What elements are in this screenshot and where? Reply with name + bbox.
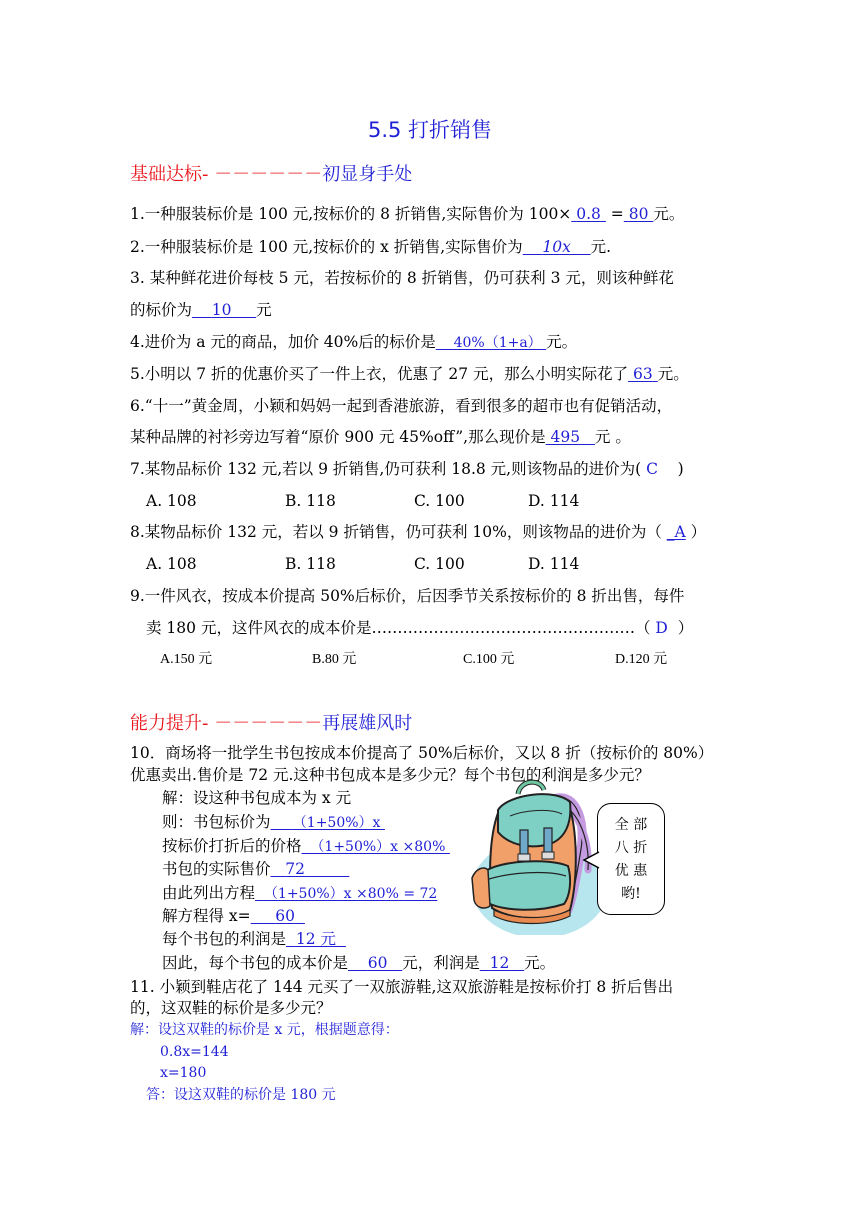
question-7-option-c: C. 100 [414, 492, 465, 510]
speech-bubble-tail [582, 850, 600, 872]
question-6-answer: 495 [550, 428, 581, 446]
question-10-line-2: 优惠卖出.售价是 72 元.这种书包成本是多少元？每个书包的利润是多少元？ [130, 766, 650, 784]
solution-10-step-6: 解方程得 x= 60 [162, 906, 305, 926]
question-8-option-d: D. 114 [528, 555, 580, 573]
page-title: 5.5 打折销售 [367, 118, 493, 142]
question-5: 5.小明以 7 折的优惠价买了一件上衣，优惠了 27 元，那么小明实际花了 63 元。 [130, 365, 689, 383]
question-8-option-b: B. 118 [285, 555, 336, 573]
question-9-option-b: B.80 元 [312, 652, 357, 667]
question-11-line-1: 11. 小颖到鞋店花了 144 元买了一双旅游鞋,这双旅游鞋是按标价打 8 折后售出 [130, 978, 674, 996]
section-advanced-tail: 再展雄风时 [322, 713, 413, 734]
solution-10-answer-2: （1+50%）x [292, 815, 381, 831]
solution-10-step-7: 每个书包的利润是 12 元 [162, 929, 346, 949]
section-basic [130, 160, 412, 186]
question-8: 8.某物品标价 132 元，若以 9 折销售，仍可获利 10%，则该物品的进价为（ _A ） [130, 523, 707, 541]
solution-10-answer-8b: 12 [489, 954, 510, 972]
question-2-text: 2.一种服装标价是 100 元,按标价的 x 折销售,实际售价为 [130, 238, 523, 256]
section-basic-label: 基础达标- －－－－－－ [130, 164, 323, 185]
question-2-answer: 10x [542, 238, 571, 256]
question-3-line-1: 3. 某种鲜花进价每枝 5 元，若按标价的 8 折销售，仍可获利 3 元，则该种鲜花 [130, 269, 674, 287]
question-4-answer: 40%（1+a） [453, 335, 542, 351]
question-1: 1.一种服装标价是 100 元,按标价的 8 折销售,实际售价为 100× 0.8 = 80 元。 [130, 205, 685, 223]
bubble-line-2: 八 折 [614, 840, 648, 856]
question-7-option-a: A. 108 [146, 492, 197, 510]
solution-10-step-1: 解：设这种书包成本为 x 元 [162, 789, 352, 807]
solution-10-step-8: 因此，每个书包的成本价是 60 元，利润是 12 元。 [162, 954, 556, 972]
question-1-text: 1.一种服装标价是 100 元,按标价的 8 折销售,实际售价为 100× [130, 205, 572, 223]
solution-11-line-4: 答：设这双鞋的标价是 180 元 [146, 1087, 336, 1103]
solution-10-step-2: 则：书包标价为 （1+50%）x [162, 812, 385, 833]
question-7-option-d: D. 114 [528, 492, 580, 510]
solution-10-answer-7: 12 元 [295, 930, 337, 948]
section-advanced-label: 能力提升- －－－－－－ [130, 713, 323, 734]
question-8-answer: _A [666, 523, 686, 541]
question-9-answer: D [655, 619, 668, 637]
question-1-answer-a: 0.8 [576, 205, 601, 223]
question-3-line-2: 的标价为 10 元 [130, 301, 272, 319]
question-7: 7.某物品标价 132 元,若以 9 折销售,仍可获利 18.8 元,则该物品的进价为( C ) [130, 460, 684, 478]
bubble-line-3: 优 惠 [614, 863, 648, 879]
question-3-answer: 10 [211, 301, 232, 319]
question-11-line-2: 的，这双鞋的标价是多少元？ [130, 999, 332, 1017]
solution-10-step-4: 书包的实际售价 72 [162, 859, 349, 879]
question-6-line-2: 某种品牌的衬衫旁边写着“原价 900 元 45%off”,那么现价是 495 元 。 [130, 428, 631, 446]
question-1-answer-b: 80 [628, 205, 649, 223]
solution-10-answer-3: （1+50%）x ×80% [310, 839, 446, 855]
section-basic-tail: 初显身手处 [322, 164, 413, 185]
question-8-option-a: A. 108 [146, 555, 197, 573]
question-9-option-c: C.100 元 [463, 652, 515, 667]
question-6-line-1: 6.“十一”黄金周，小颖和妈妈一起到香港旅游，看到很多的超市也有促销活动， [130, 397, 673, 415]
solution-11-line-2: 0.8x=144 [160, 1044, 229, 1060]
question-4: 4.进价为 a 元的商品，加价 40%后的标价是 40%（1+a） 元。 [130, 333, 578, 351]
question-9-option-d: D.120 元 [615, 652, 668, 667]
solution-10-answer-6: 60 [275, 907, 296, 925]
question-9-option-a: A.150 元 [160, 652, 213, 667]
solution-11-line-1: 解：设这双鞋的标价是 x 元，根据题意得： [130, 1022, 399, 1038]
solution-11-line-3: x=180 [160, 1065, 207, 1081]
solution-10-answer-4: 72 [285, 860, 306, 878]
solution-10-step-3: 按标价打折后的价格 （1+50%）x ×80% [162, 836, 450, 857]
question-7-answer: C [646, 460, 658, 478]
section-advanced [130, 709, 412, 735]
solution-10-answer-8a: 60 [367, 954, 388, 972]
question-10-line-1: 10．商场将一批学生书包按成本价提高了 50%后标价，又以 8 折（按标价的 80%） [130, 744, 714, 762]
bubble-line-4: 哟! [621, 886, 641, 902]
speech-bubble [597, 803, 665, 915]
question-9-line-1: 9.一件风衣，按成本价提高 50%后标价，后因季节关系按标价的 8 折出售，每件 [130, 587, 685, 605]
question-2: 2.一种服装标价是 100 元,按标价的 x 折销售,实际售价为 10x 元. [130, 238, 612, 256]
question-8-option-c: C. 100 [414, 555, 465, 573]
solution-10-step-5: 由此列出方程 （1+50%）x ×80% = 72 [162, 884, 438, 902]
bubble-line-1: 全 部 [614, 817, 648, 833]
question-9-line-2: 卖 180 元，这件风衣的成本价是……………………………………………（ D ） [146, 619, 694, 637]
backpack-illustration [470, 760, 610, 935]
question-7-option-b: B. 118 [285, 492, 336, 510]
solution-10-answer-5: （1+50%）x ×80% = 72 [263, 886, 438, 902]
question-5-answer: 63 [633, 365, 653, 383]
